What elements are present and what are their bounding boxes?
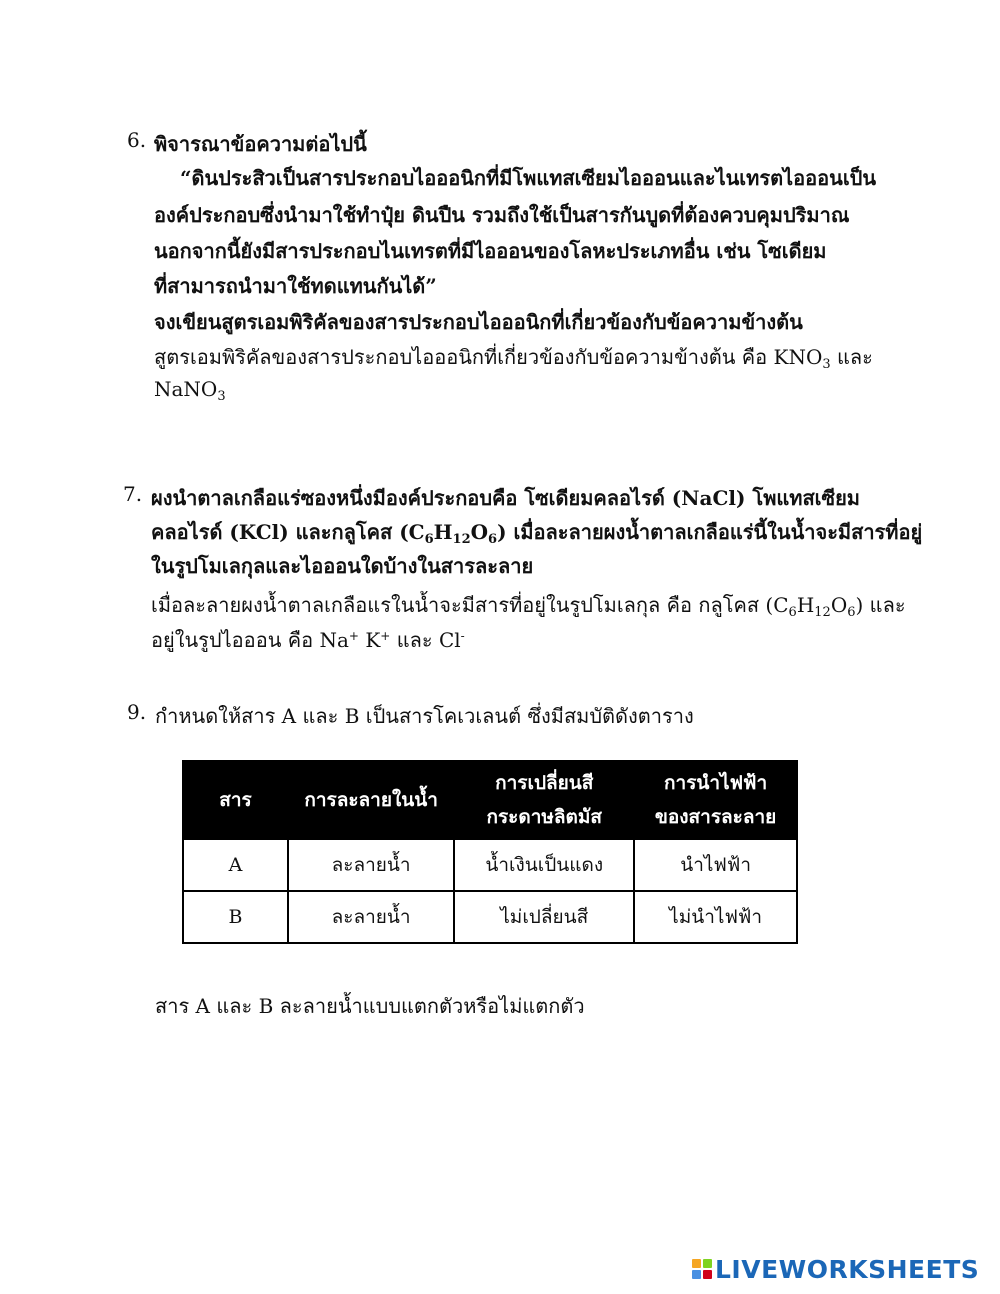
table-cell: B [183,891,288,943]
properties-table [182,760,798,944]
table-cell: น้ำเงินเป็นแดง [454,839,634,891]
header-solubility: การละลายในน้ำ [288,761,454,839]
logo-square [703,1270,712,1279]
table-cell: ละลายน้ำ [288,839,454,891]
question-title: พิจารณาข้อความต่อไปนี้ [154,132,367,156]
table-cell: A [183,839,288,891]
answer-text: เมื่อละลายผงน้ำตาลเกลือแรในน้ำจะมีสารที่อยู่ในรูปโมเลกุล คือ กลูโคส $(C_6H_{12}O_6)$ และ [151,593,906,620]
question-line: ผงนำตาลเกลือแร่ซองหนึ่งมีองค์ประกอบคือ โซเดียมคลอไรด์ (NaCl) โพแทสเซียม [151,486,860,510]
question-number: 6. [127,128,147,152]
table-row [183,839,797,891]
question-line: ในรูปโมเลกุลและไอออนใดบ้างในสารละลาย [151,554,534,578]
logo-square [692,1259,701,1268]
logo-grid-icon [692,1259,712,1279]
logo-text: LIVEWORKSHEETS [715,1254,980,1284]
answer-text: สูตรเอมพิริคัลของสารประกอบไอออนิกที่เกี่ยวข้องกับข้อความข้างต้น คือ $KNO_3$ และ [154,345,873,372]
header-conductivity: การนำไฟฟ้า ของสารละลาย [634,761,797,839]
logo-square [692,1270,701,1279]
table-cell: ไม่นำไฟฟ้า [634,891,797,943]
header-litmus: การเปลี่ยนสี กระดาษลิตมัส [454,761,634,839]
quote-line: ที่สามารถนำมาใช้ทดแทนกันได้” [154,274,437,298]
table-cell: ไม่เปลี่ยนสี [454,891,634,943]
header-substance: สาร [183,761,288,839]
quote-line: องค์ประกอบซึ่งนำมาใช้ทำปุ๋ย ดินปืน รวมถึงใช้เป็นสารกันบูดที่ต้องควบคุมปริมาณ [154,203,850,227]
table-cell: ละลายน้ำ [288,891,454,943]
question-prompt: จงเขียนสูตรเอมพิริคัลของสารประกอบไอออนิกที่เกี่ยวข้องกับข้อความข้างต้น [154,310,803,334]
table-row [183,891,797,943]
logo-square [703,1259,712,1268]
followup-question: สาร A และ B ละลายน้ำแบบแตกตัวหรือไม่แตกตัว [155,994,585,1018]
question-number: 7. [123,482,143,506]
question-title: กำหนดให้สาร A และ B เป็นสารโคเวเลนต์ ซึ่งมีสมบัติดังตาราง [155,704,694,728]
question-line: คลอไรด์ (KCl) และกลูโคส $(C_6H_{12}O_6)$ เมื่อละลายผงน้ำตาลเกลือแร่นี้ในน้ำจะมีสารที่อยู่ [151,520,923,547]
question-number: 9. [127,700,147,724]
quote-line: นอกจากนี้ยังมีสารประกอบไนเทรตที่มีไอออนของโลหะประเภทอื่น เช่น โซเดียม [154,239,827,263]
quote-line: “ดินประสิวเป็นสารประกอบไอออนิกที่มีโพแทสเซียมไอออนและไนเทรตไอออนเป็น [180,166,877,190]
answer-text: อยู่ในรูปไอออน คือ Na+ K+ และ Cl- [151,628,465,652]
answer-text: NaNO$_3$ [154,377,226,404]
table-cell: นำไฟฟ้า [634,839,797,891]
liveworksheets-logo [692,1253,979,1285]
table-header-row [183,761,797,839]
